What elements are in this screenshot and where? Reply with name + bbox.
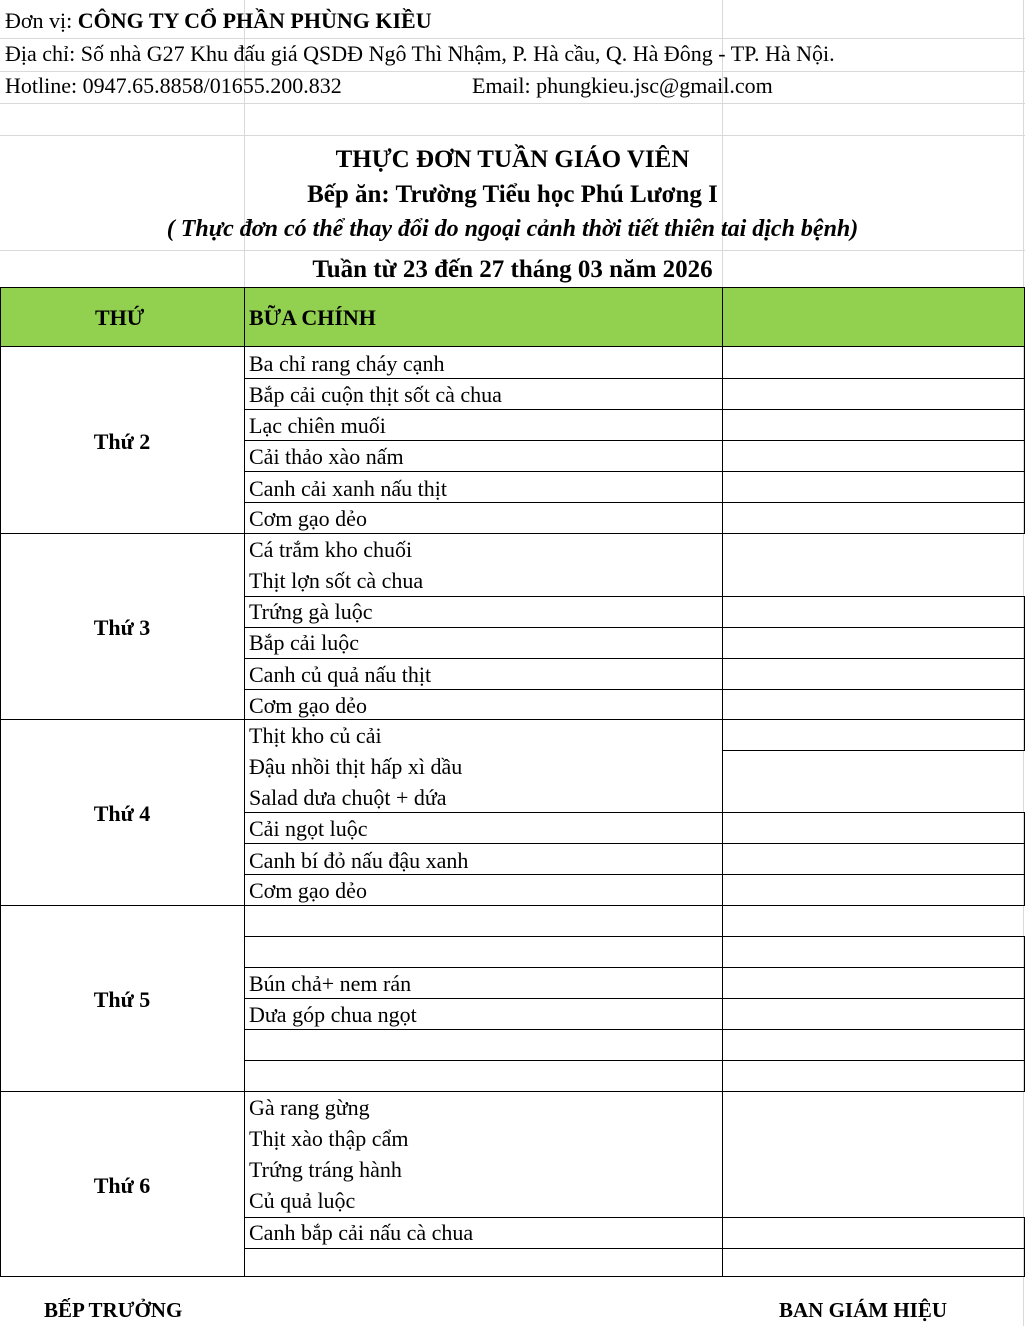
gridline [0, 135, 1025, 136]
row-line [244, 502, 1025, 503]
row-line [244, 874, 1025, 875]
row-line [244, 1029, 1025, 1030]
dish-item: Canh bí đỏ nấu đậu xanh [249, 848, 469, 873]
day-label: Thứ 2 [93, 429, 151, 454]
dish-item: Thịt xào thập cẩm [249, 1126, 409, 1151]
company-name: CÔNG TY CỔ PHẦN PHÙNG KIỀU [77, 8, 432, 33]
row-line [244, 1217, 1025, 1218]
day-label: Thứ 6 [93, 1173, 151, 1198]
company-address: Địa chỉ: Số nhà G27 Khu đấu giá QSDĐ Ngô Thì Nhậm, P. Hà cầu, Q. Hà Đông - TP. Hà Nội. [5, 41, 835, 66]
dish-item: Cá trắm kho chuối [249, 537, 413, 562]
row-line [244, 936, 1025, 937]
dish-item: Ba chỉ rang cháy cạnh [249, 351, 445, 376]
gridline [0, 250, 1025, 251]
row-line [722, 750, 1025, 751]
row-line [244, 409, 1025, 410]
dish-item: Cải thảo xào nấm [249, 444, 404, 469]
day-label: Thứ 5 [93, 987, 151, 1012]
day-label: Thứ 3 [93, 615, 151, 640]
dish-item: Bắp cải cuộn thịt sốt cà chua [249, 382, 502, 407]
dish-item: Trứng tráng hành [249, 1157, 402, 1182]
day-separator [0, 1091, 1025, 1092]
col-header-day: THỨ [95, 305, 145, 330]
dish-item: Bún chả+ nem rán [249, 971, 412, 996]
gridline [0, 103, 1025, 104]
dish-item: Củ quả luộc [249, 1188, 356, 1213]
col-divider [244, 287, 245, 1277]
dish-item: Gà rang gừng [249, 1095, 370, 1120]
gridline [0, 71, 1025, 72]
company-hotline: Hotline: 0947.65.8858/01655.200.832 [5, 73, 342, 98]
dish-item: Đậu nhồi thịt hấp xì dầu [249, 754, 463, 779]
menu-title: THỰC ĐƠN TUẦN GIÁO VIÊN [335, 146, 690, 173]
dish-item: Cải ngọt luộc [249, 816, 368, 841]
dish-item: Salad dưa chuột + dứa [249, 785, 447, 810]
row-line [244, 967, 1025, 968]
day-separator [0, 905, 1025, 906]
row-line [244, 998, 1025, 999]
row-line [244, 658, 1025, 659]
signature-head-chef: BẾP TRƯỞNG [44, 1298, 183, 1322]
dish-item: Cơm gạo dẻo [249, 693, 367, 718]
row-line [244, 689, 1025, 690]
day-separator [0, 1276, 1025, 1277]
dish-item: Canh cải xanh nấu thịt [249, 476, 447, 501]
dish-item: Canh bắp cải nấu cà chua [249, 1220, 474, 1245]
dish-item: Lạc chiên muối [249, 413, 386, 438]
company-unit-line: Đơn vị: CÔNG TY CỔ PHẦN PHÙNG KIỀU [5, 8, 432, 33]
signature-board: BAN GIÁM HIỆU [779, 1298, 948, 1322]
row-line [244, 378, 1025, 379]
dish-item: Cơm gạo dẻo [249, 506, 367, 531]
kitchen-title: Bếp ăn: Trường Tiểu học Phú Lương I [307, 181, 718, 208]
day-separator [0, 719, 1025, 720]
row-line [244, 843, 1025, 844]
day-separator [0, 533, 1025, 534]
row-line [244, 812, 1025, 813]
dish-item: Cơm gạo dẻo [249, 878, 367, 903]
dish-item: Thịt kho củ cải [249, 723, 382, 748]
table-header-row [0, 287, 1025, 347]
dish-item: Bắp cải luộc [249, 630, 359, 655]
row-line [244, 627, 1025, 628]
gridline [0, 38, 1025, 39]
day-label: Thứ 4 [93, 801, 151, 826]
dish-item: Thịt lợn sốt cà chua [249, 568, 424, 593]
row-line [244, 471, 1025, 472]
row-line [244, 1060, 1025, 1061]
row-line [244, 1248, 1025, 1249]
col-header-main-meal: BỮA CHÍNH [249, 305, 376, 330]
dish-item: Canh củ quả nấu thịt [249, 662, 432, 687]
dish-item: Trứng gà luộc [249, 599, 373, 624]
company-email: Email: phungkieu.jsc@gmail.com [472, 73, 773, 98]
col-divider [722, 287, 723, 1277]
menu-note: ( Thực đơn có thể thay đổi do ngoại cảnh thời tiết thiên tai dịch bệnh) [166, 216, 859, 242]
dish-item: Dưa góp chua ngọt [249, 1002, 417, 1027]
row-line [244, 440, 1025, 441]
week-title: Tuần từ 23 đến 27 tháng 03 năm 2026 [312, 256, 713, 283]
row-line [244, 596, 1025, 597]
